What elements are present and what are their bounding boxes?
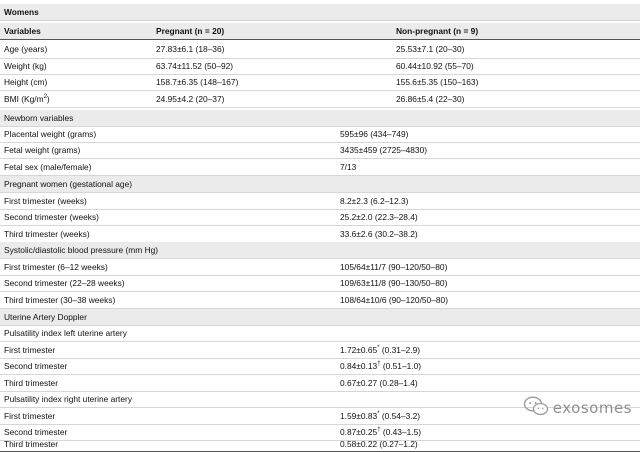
watermark: [523, 396, 632, 420]
section-heading: Systolic/diastolic blood pressure (mm Hg): [0, 242, 640, 258]
table-row: Third trimester 0.67±0.27 (0.28–1.4): [4, 378, 418, 388]
section-heading: Uterine Artery Doppler: [0, 309, 640, 325]
row-pregnant: 27.83±6.1 (18–36): [156, 44, 225, 54]
row-label: BMI $(Kg/m^2)$: [4, 94, 50, 104]
table-header-row: [0, 23, 640, 39]
row-label: Height (cm): [4, 77, 48, 87]
table-row: Second trimester (weeks) 25.2±2.0 (22.3–28.4): [4, 212, 418, 222]
row-nonpregnant: 60.44±10.92 (55–70): [396, 61, 474, 71]
table-row: [0, 41, 640, 57]
table-row: Fetal sex (male/female) 7/13: [4, 162, 357, 172]
table-row: Second trimester (22–28 weeks) 109/63±11/8 (90–130/50–80): [4, 278, 448, 288]
row-label: Age (years): [4, 44, 48, 54]
table-row: Second trimester 0.84±0.13† (0.51–1.0): [4, 361, 422, 371]
header-pregnant: Pregnant (n = 20): [156, 26, 225, 36]
table-row: Fetal weight (grams) 3435±459 (2725–4830): [4, 145, 428, 155]
section-heading: Pregnant women (gestational age): [0, 176, 640, 192]
row-nonpregnant: 25.53±7.1 (20–30): [396, 44, 465, 54]
subsection-heading: Pulsatility index left uterine artery: [4, 328, 127, 338]
table-row: First trimester (weeks) 8.2±2.3 (6.2–12.3): [4, 196, 409, 206]
table-row: Placental weight (grams) 595±96 (434–749): [4, 129, 409, 139]
row-pregnant: 158.7±6.35 (148–167): [156, 77, 239, 87]
watermark-text: exosomes: [552, 399, 632, 417]
table-row: Second trimester 0.87±0.25† (0.43–1.5): [4, 427, 422, 437]
row-pregnant: 63.74±11.52 (50–92): [156, 61, 234, 71]
table-row: First trimester 1.72±0.65* (0.31–2.9): [4, 345, 421, 355]
subsection-heading: Pulsatility index right uterine artery: [4, 394, 133, 404]
wechat-icon: [523, 396, 549, 421]
table-row: First trimester 1.59±0.83* (0.54–3.2): [4, 411, 421, 421]
table-row: [0, 58, 640, 74]
table-row: Third trimester 0.58±0.22 (0.27–1.2): [4, 439, 418, 449]
row-nonpregnant: 155.6±5.35 (150–163): [396, 77, 479, 87]
table-row: [0, 74, 640, 90]
table-row: [0, 91, 640, 107]
table-row: First trimester (6–12 weeks) 105/64±11/7 (90–120/50–80): [4, 262, 448, 272]
table-row: Third trimester (weeks) 33.6±2.6 (30.2–38.2): [4, 229, 418, 239]
table-title-row: [0, 4, 640, 20]
header-variables: Variables: [4, 26, 41, 36]
table-row: Third trimester (30–38 weeks) 108/64±10/6 (90–120/50–80): [4, 295, 448, 305]
section-heading: Newborn variables: [0, 110, 640, 126]
row-nonpregnant: 26.86±5.4 (22–30): [396, 94, 465, 104]
row-pregnant: 24.95±4.2 (20–37): [156, 94, 225, 104]
table-title: Womens: [4, 7, 39, 17]
header-nonpregnant: Non-pregnant (n = 9): [396, 26, 479, 36]
row-label: Weight (kg): [4, 61, 47, 71]
